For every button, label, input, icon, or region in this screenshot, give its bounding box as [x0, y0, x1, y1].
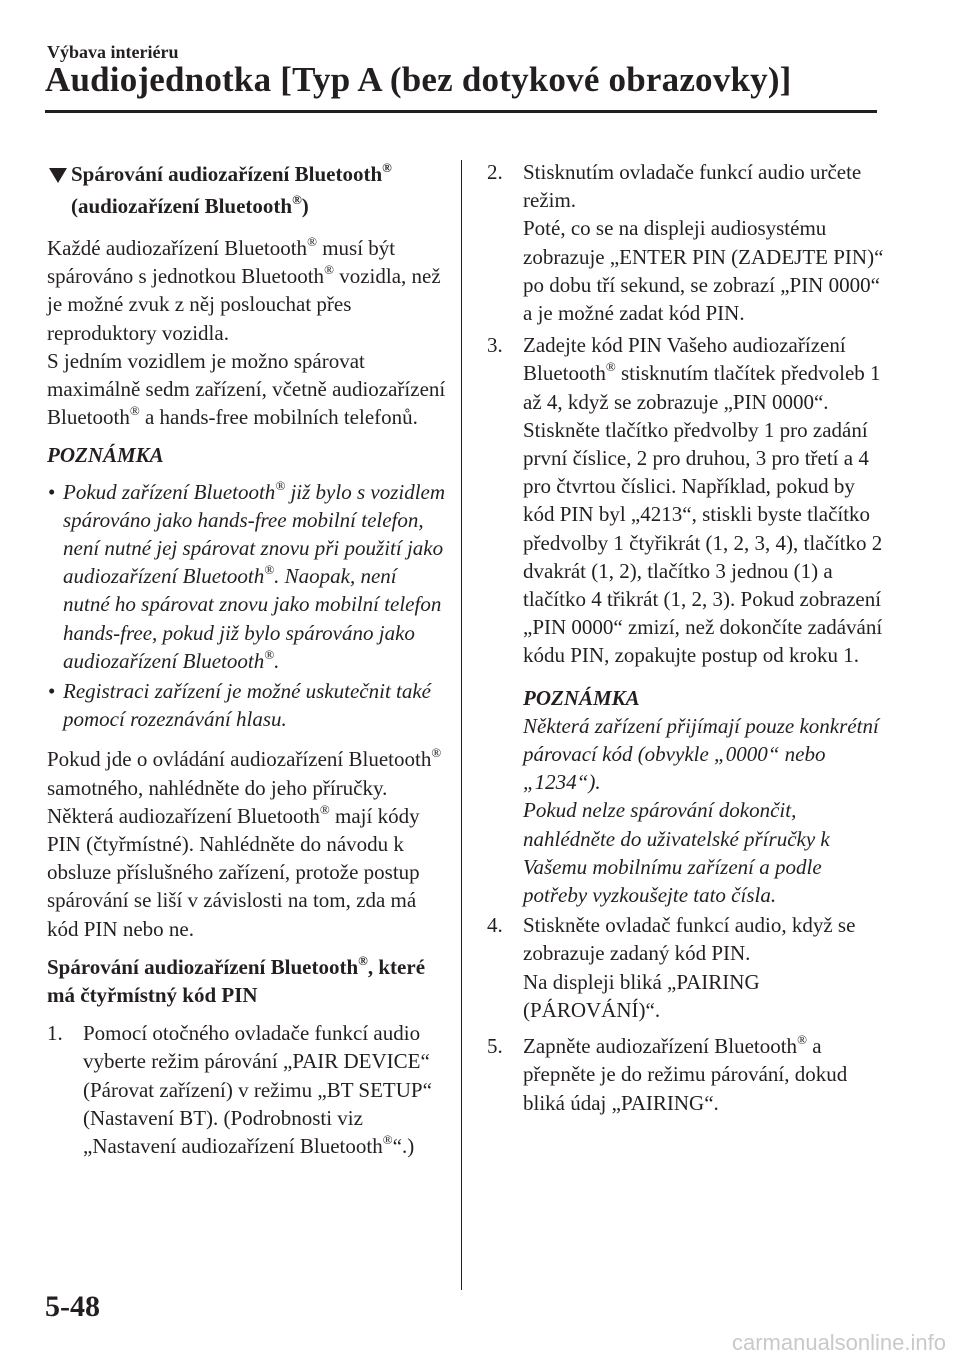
note-heading: POZNÁMKA	[523, 685, 640, 710]
section-heading: Spárování audiozařízení Bluetooth® (audiozařízení Bluetooth®)	[47, 158, 447, 222]
section-label: Výbava interiéru	[47, 42, 179, 62]
bullet-icon: •	[48, 479, 56, 504]
step-number: 1.	[47, 1021, 63, 1046]
note-item: • Pokud zařízení Bluetooth® již bylo s vozidlem spárováno jako hands-free mobilní telefon, není nutné jej spárovat znovu při použití jako audiozařízení Bluetooth®. Naopak, není nutné ho spárovat znovu jako mobilní telefon hands-free, pokud již bylo spárováno jako audiozařízení Bluetooth®.	[48, 477, 446, 673]
page-title: Audiojednotka [Typ A (bez dotykové obrazovky)]	[45, 60, 792, 99]
step-item: 4. Stiskněte ovladač funkcí audio, když se zobrazuje zadaný kód PIN. Na displeji bliká „PAIRING (PÁROVÁNÍ)“.	[487, 913, 856, 1022]
step-number: 5.	[487, 1034, 503, 1059]
watermark: carmanualsonline.info	[731, 1330, 946, 1355]
bullet-icon: •	[48, 679, 56, 704]
step-item: 1. Pomocí otočného ovladače funkcí audio vyberte režim párování „PAIR DEVICE“ (Párovat zařízení) v režimu „BT SETUP“ (Nastavení BT). (Podrobnosti viz „Nastavení audiozařízení Bluetooth®“.)	[47, 1021, 432, 1159]
left-column	[47, 158, 447, 1164]
right-column	[487, 158, 887, 1121]
step-number: 4.	[487, 913, 503, 938]
triangle-bullet-icon	[49, 168, 67, 183]
paragraph-intro: Každé audiozařízení Bluetooth® musí být spárováno s jednotkou Bluetooth® vozidla, než je možné zvuk z něj poslouchat přes reproduktory vozidla. S jedním vozidlem je možno spárovat maximálně sedm zařízení, včetně audiozařízení Bluetooth® a hands-free mobilních telefonů.	[47, 234, 446, 430]
step-note: POZNÁMKA Některá zařízení přijímají pouze konkrétní párovací kód (obvykle „0000“ nebo „1234“). Pokud nelze spárování dokončit, nahlédněte do uživatelské příručky k Vašemu mobilnímu zařízení a podle potřeby vyzkoušejte tato čísla.	[523, 684, 887, 910]
subsection-heading: Spárování audiozařízení Bluetooth®, které má čtyřmístný kód PIN	[47, 952, 426, 1008]
paragraph-device-manual: Pokud jde o ovládání audiozařízení Bluetooth® samotného, nahlédněte do jeho příručky. Některá audiozařízení Bluetooth® mají kódy PIN (čtyřmístné). Nahlédněte do návodu k obsluze příslušného zařízení, protože postup spárování se liší v závislosti na tom, zda má kód PIN nebo ne.	[47, 745, 442, 941]
header-rule	[45, 110, 877, 113]
step-item: 2. Stisknutím ovladače funkcí audio určete režim. Poté, co se na displeji audiosystému zobrazuje „ENTER PIN (ZADEJTE PIN)“ po dobu tří sekund, se zobrazí „PIN 0000“ a je možné zadat kód PIN.	[487, 160, 884, 326]
note-heading: POZNÁMKA	[47, 443, 164, 468]
note-item: • Registraci zařízení je možné uskutečnit také pomocí rozeznávání hlasu.	[48, 679, 432, 732]
page-number: 5-48	[45, 1290, 100, 1323]
step-item: 5. Zapněte audiozařízení Bluetooth® a přepněte je do režimu párování, dokud bliká údaj „PAIRING“.	[487, 1032, 848, 1115]
column-divider	[461, 160, 462, 1290]
step-number: 3.	[487, 333, 503, 358]
step-item: 3. Zadejte kód PIN Vašeho audiozařízení Bluetooth® stisknutím tlačítek předvoleb 1 až 4, když se zobrazuje „PIN 0000“. Stiskněte tlačítko předvolby 1 pro zadání první číslice, 2 pro druhou, 3 pro třetí a 4 pro čtvrtou číslici. Například, pokud by kód PIN byl „4213“, stiskli byste tlačítko předvolby 1 čtyřikrát (1, 2, 3, 4), tlačítko 2 dvakrát (1, 2), tlačítko 3 jednou (1) a tlačítko 4 třikrát (1, 2, 3). Pokud zobrazení „PIN 0000“ zmizí, než dokončíte zadávání kódu PIN, zopakujte postup od kroku 1.	[487, 333, 883, 668]
step-number: 2.	[487, 160, 503, 184]
